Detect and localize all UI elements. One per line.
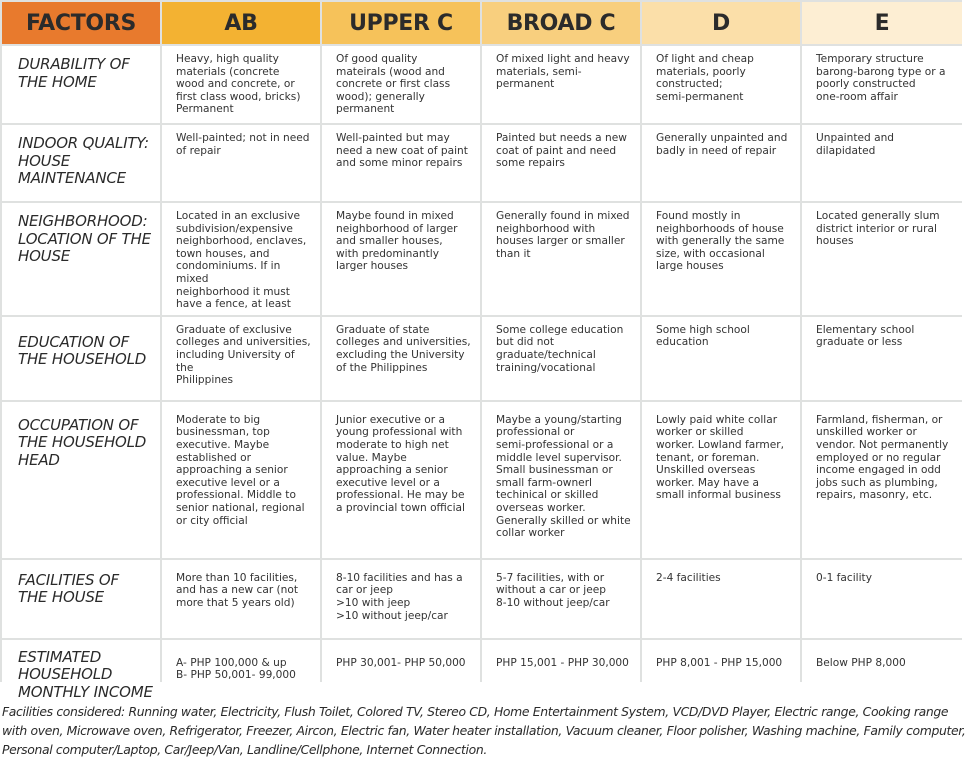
- cell-e: Unpainted and dilapidated: [802, 125, 962, 201]
- cell-e: Located generally slum district interior or rural houses: [802, 203, 962, 315]
- cell-d: Lowly paid white collar worker or skilled worker. Lowland farmer, tenant, or foreman. Unskilled overseas worker. May have a small informal business: [642, 402, 800, 558]
- cell-upper-c: Of good quality mateirals (wood and concrete or first class wood); generally permanent: [322, 46, 480, 123]
- header-class-e: E: [802, 2, 962, 44]
- cell-upper-c: Maybe found in mixed neighborhood of larger and smaller houses, with predominantly larger houses: [322, 203, 480, 315]
- cell-upper-c: Well-painted but may need a new coat of paint and some minor repairs: [322, 125, 480, 201]
- cell-broad-c: PHP 15,001 - PHP 30,000: [482, 640, 640, 723]
- cell-broad-c: Of mixed light and heavy materials, semi-permanent: [482, 46, 640, 123]
- header-class-upper-c: UPPER C: [322, 2, 480, 44]
- cell-e: Below PHP 8,000: [802, 640, 962, 723]
- cell-ab: Well-painted; not in need of repair: [162, 125, 320, 201]
- cell-e: Elementary school graduate or less: [802, 317, 962, 400]
- cell-e: 0-1 facility: [802, 560, 962, 638]
- factor-label: OCCUPATION OF THE HOUSEHOLD HEAD: [2, 402, 160, 558]
- cell-ab: Moderate to big businessman, top executive. Maybe established or approaching a senior executive level or a professional. Middle to senior national, regional or city official: [162, 402, 320, 558]
- table-row-facilities: [2, 560, 962, 638]
- factor-label: INDOOR QUALITY: HOUSE MAINTENANCE: [2, 125, 160, 201]
- table-row-durability: [2, 46, 962, 123]
- header-class-broad-c: BROAD C: [482, 2, 640, 44]
- cell-d: Of light and cheap materials, poorly constructed; semi-permanent: [642, 46, 800, 123]
- cell-d: 2-4 facilities: [642, 560, 800, 638]
- cell-ab: Heavy, high quality materials (concrete wood and concrete, or first class wood, bricks) Permanent: [162, 46, 320, 123]
- cell-ab: Located in an exclusive subdivision/expensive neighborhood, enclaves, town houses, and condominiums. If in mixed neighborhood it must have a fence, at least: [162, 203, 320, 315]
- header-class-ab: AB: [162, 2, 320, 44]
- header-factors: FACTORS: [2, 2, 160, 44]
- table-row-occupation: [2, 402, 962, 558]
- cell-e: Temporary structure barong-barong type or a poorly constructed one-room affair: [802, 46, 962, 123]
- table-row-indoor-quality: [2, 125, 962, 201]
- factor-label: ESTIMATED HOUSEHOLD MONTHLY INCOME: [2, 640, 160, 723]
- factor-label: EDUCATION OF THE HOUSEHOLD: [2, 317, 160, 400]
- header-row: [2, 2, 962, 44]
- cell-d: Some high school education: [642, 317, 800, 400]
- cell-d: Generally unpainted and badly in need of repair: [642, 125, 800, 201]
- cell-upper-c: 8-10 facilities and has a car or jeep >10 with jeep >10 without jeep/car: [322, 560, 480, 638]
- factor-label: NEIGHBORHOOD: LOCATION OF THE HOUSE: [2, 203, 160, 315]
- table-row-education: [2, 317, 962, 400]
- cell-broad-c: Maybe a young/starting professional or semi-professional or a middle level supervisor. Small businessman or small farm-ownerl techinical or skilled overseas worker. Generally skilled or white collar worker: [482, 402, 640, 558]
- cell-upper-c: Junior executive or a young professional with moderate to high net value. Maybe approaching a senior executive level or a professional. He may be a provincial town official: [322, 402, 480, 558]
- cell-e: Farmland, fisherman, or unskilled worker or vendor. Not permanently employed or no regular income engaged in odd jobs such as plumbing, repairs, masonry, etc.: [802, 402, 962, 558]
- cell-d: Found mostly in neighborhoods of house with generally the same size, with occasional large houses: [642, 203, 800, 315]
- cell-broad-c: Generally found in mixed neighborhood with houses larger or smaller than it: [482, 203, 640, 315]
- cell-ab: More than 10 facilities, and has a new car (not more that 5 years old): [162, 560, 320, 638]
- cell-broad-c: 5-7 facilities, with or without a car or jeep 8-10 without jeep/car: [482, 560, 640, 638]
- facilities-footnote: Facilities considered: Running water, Electricity, Flush Toilet, Colored TV, Stereo CD, Home Entertainment System, VCD/DVD Player, Electric range, Cooking range with oven, Microwave oven, Refrigerator, Freezer, Aircon, Electric fan, Water heater installation, Vacuum cleaner, Floor polisher, Washing machine, Family computer, Personal computer/Laptop, Car/Jeep/Van, Landline/Cellphone, Internet Connection.: [2, 704, 966, 757]
- cell-ab: A- PHP 100,000 & up B- PHP 50,001- 99,000: [162, 640, 320, 723]
- factor-label: FACILITIES OF THE HOUSE: [2, 560, 160, 638]
- cell-broad-c: Painted but needs a new coat of paint and need some repairs: [482, 125, 640, 201]
- header-class-d: D: [642, 2, 800, 44]
- cell-upper-c: Graduate of state colleges and universities, excluding the University of the Philippines: [322, 317, 480, 400]
- factor-label: DURABILITY OF THE HOME: [2, 46, 160, 123]
- cell-upper-c: PHP 30,001- PHP 50,000: [322, 640, 480, 723]
- table-row-neighborhood: [2, 203, 962, 315]
- cell-d: PHP 8,001 - PHP 15,000: [642, 640, 800, 723]
- cell-ab: Graduate of exclusive colleges and universities, including University of the Philippines: [162, 317, 320, 400]
- cell-broad-c: Some college education but did not graduate/technical training/vocational: [482, 317, 640, 400]
